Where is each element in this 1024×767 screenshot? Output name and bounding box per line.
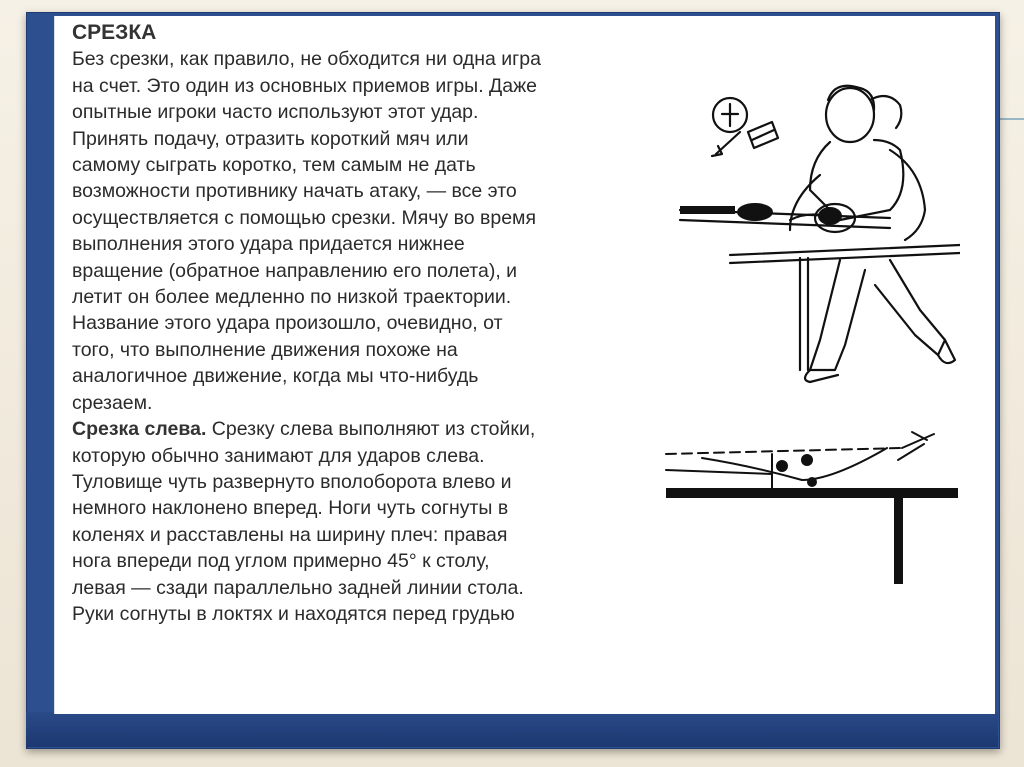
text-line: на счет. Это один из основных приемов игры. Даже <box>72 74 537 97</box>
document-text <box>72 20 672 627</box>
text-line: аналогичное движение, когда мы что-нибудь <box>72 365 479 388</box>
text-line <box>72 416 672 442</box>
text-line: нога впереди под углом примерно 45° к столу, <box>72 550 490 573</box>
text-line: Руки согнуты в локтях и находятся перед грудью <box>72 602 515 625</box>
text-line: летит он более медленно по низкой траектории. <box>72 286 512 309</box>
slide-frame-bottom <box>26 712 998 747</box>
document-heading: СРЕЗКА <box>72 21 157 44</box>
text-line: Принять подачу, отразить короткий мяч или <box>72 127 469 150</box>
subheading: Срезка слева. <box>72 418 207 441</box>
decorative-line <box>996 118 1024 120</box>
text-line: немного наклонено вперед. Ноги чуть согнуты в <box>72 497 509 520</box>
text-line: осуществляется с помощью срезки. Мячу во время <box>72 206 537 229</box>
text-line: Без срезки, как правило, не обходится ни одна игра <box>72 48 541 71</box>
subheading-continuation: Срезку слева выполняют из стойки, <box>206 418 536 441</box>
text-line: коленях и расставлены на ширину плеч: правая <box>72 523 508 546</box>
text-line: выполнения этого удара придается нижнее <box>72 233 465 256</box>
text-line: того, что выполнение движения похоже на <box>72 338 458 361</box>
text-line: Название этого удара произошло, очевидно, от <box>72 312 503 335</box>
text-line: срезаем. <box>72 391 153 414</box>
text-line: самому сыграть коротко, тем самым не дать <box>72 154 476 177</box>
text-line: возможности противнику начать атаку, — все это <box>72 180 517 203</box>
ball-trajectory-diagram-icon <box>662 418 962 588</box>
text-line: Туловище чуть развернуто вполоборота влево и <box>72 470 512 493</box>
text-line: левая — сзади параллельно задней линии стола. <box>72 576 524 599</box>
text-line: вращение (обратное направлению его полета), и <box>72 259 518 282</box>
table-tennis-player-chop-icon <box>660 70 960 390</box>
text-line: которую обычно занимают для ударов слева. <box>72 444 485 467</box>
text-line: опытные игроки часто используют этот удар. <box>72 101 479 124</box>
